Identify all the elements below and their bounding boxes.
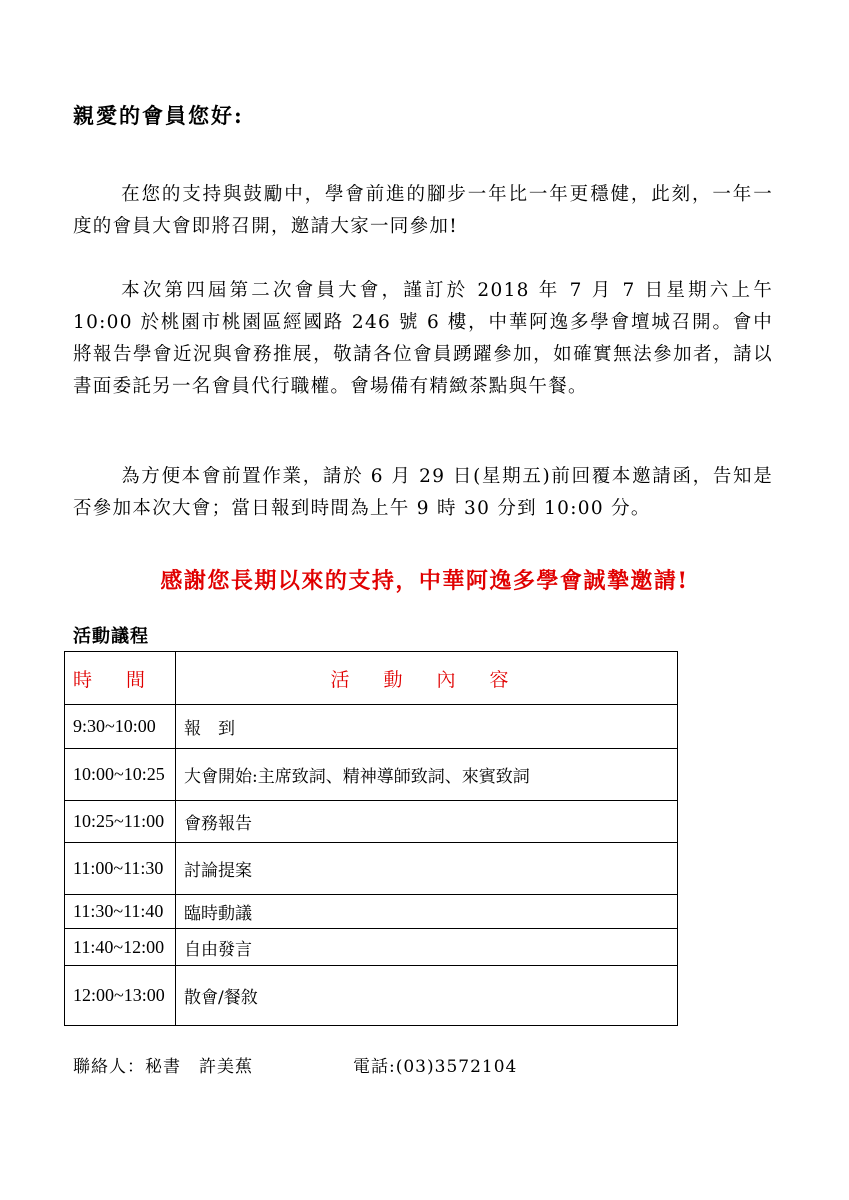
agenda-row	[65, 895, 678, 929]
paragraph-meeting-details: 本次第四屆第二次會員大會，謹訂於 2018 年 7 月 7 日星期六上午 10:00 於桃園市桃園區經國路 246 號 6 樓，中華阿逸多學會壇城召開。會中將報告學會近況與會務推展，敬請各位會員踴躍參加，如確實無法參加者，請以書面委託另一名會員代行職權。會場備有精緻茶點與午餐。	[73, 279, 773, 397]
paragraph-intro: 在您的支持與鼓勵中，學會前進的腳步一年比一年更穩健，此刻，一年一度的會員大會即將召開，邀請大家一同參加!	[73, 183, 773, 237]
agenda-time: 11:30~11:40	[65, 895, 176, 929]
agenda-header-time: 時 間	[65, 652, 176, 705]
contact-phone: 電話:(03)3572104	[353, 1057, 518, 1077]
agenda-item: 大會開始:主席致詞、精神導師致詞、來賓致詞	[176, 749, 678, 801]
agenda-header-row	[65, 652, 678, 705]
greeting: 親愛的會員您好:	[73, 103, 244, 128]
agenda-row	[65, 749, 678, 801]
agenda-time: 9:30~10:00	[65, 705, 176, 749]
contact-person: 聯絡人：秘書 許美蕉	[73, 1057, 253, 1077]
agenda-item: 臨時動議	[176, 895, 678, 929]
agenda-time: 12:00~13:00	[65, 966, 176, 1026]
agenda-row	[65, 843, 678, 895]
agenda-item: 自由發言	[176, 929, 678, 966]
agenda-item: 散會/餐敘	[176, 966, 678, 1026]
contact-info	[73, 1052, 517, 1077]
agenda-title: 活動議程	[73, 626, 149, 647]
agenda-time: 10:25~11:00	[65, 801, 176, 843]
agenda-time: 11:40~12:00	[65, 929, 176, 966]
agenda-row	[65, 801, 678, 843]
agenda-time: 10:00~10:25	[65, 749, 176, 801]
agenda-row	[65, 705, 678, 749]
agenda-table	[64, 651, 678, 1026]
agenda-header-content: 活 動 內 容	[176, 652, 678, 705]
agenda-row	[65, 966, 678, 1026]
agenda-item: 討論提案	[176, 843, 678, 895]
agenda-time: 11:00~11:30	[65, 843, 176, 895]
paragraph-rsvp: 為方便本會前置作業，請於 6 月 29 日(星期五)前回覆本邀請函，告知是否參加本次大會；當日報到時間為上午 9 時 30 分到 10:00 分。	[73, 465, 773, 519]
agenda-item: 會務報告	[176, 801, 678, 843]
agenda-row	[65, 929, 678, 966]
thanks-message: 感謝您長期以來的支持，中華阿逸多學會誠摯邀請!	[160, 568, 689, 594]
agenda-item: 報 到	[176, 705, 678, 749]
